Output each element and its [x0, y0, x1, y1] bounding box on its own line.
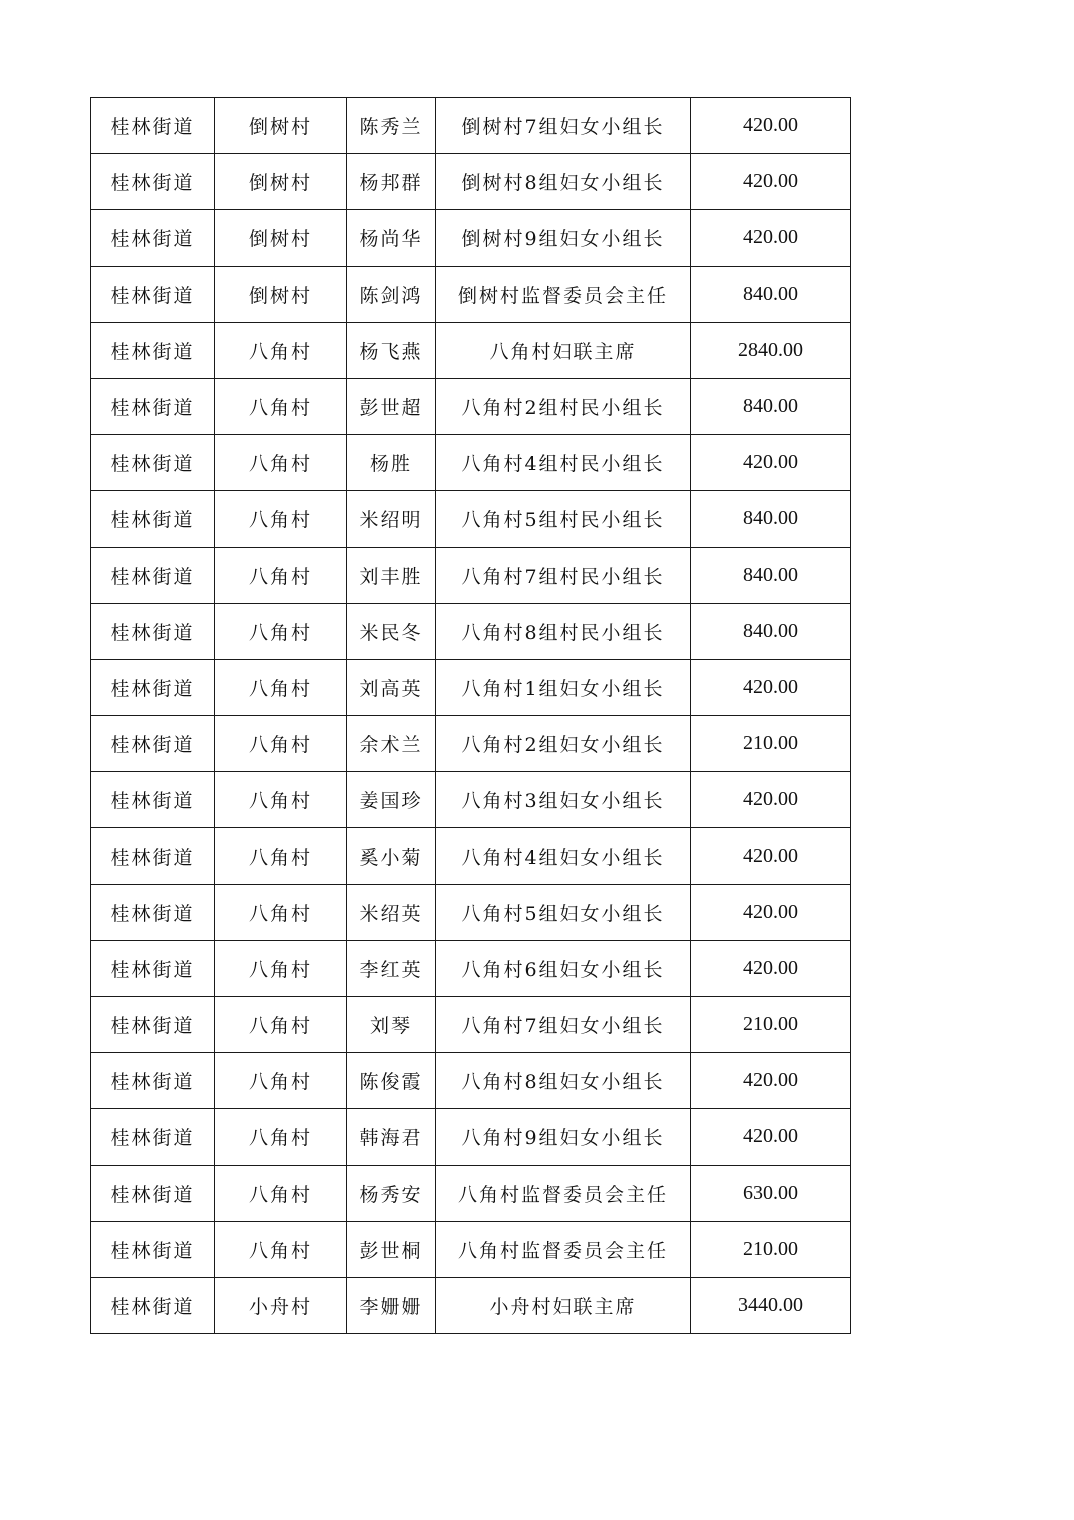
table-row — [91, 547, 851, 603]
village-cell: 八角村 — [215, 716, 347, 772]
position-cell: 八角村9组妇女小组长 — [436, 1109, 691, 1165]
amount-cell: 840.00 — [691, 603, 851, 659]
person-name-cell: 韩海君 — [347, 1109, 436, 1165]
person-name-cell: 米绍明 — [347, 491, 436, 547]
person-name-cell: 米民冬 — [347, 603, 436, 659]
street-cell: 桂林街道 — [91, 322, 215, 378]
village-cell: 八角村 — [215, 435, 347, 491]
amount-cell: 840.00 — [691, 266, 851, 322]
position-cell: 八角村5组妇女小组长 — [436, 884, 691, 940]
street-cell: 桂林街道 — [91, 603, 215, 659]
person-name-cell: 杨胜 — [347, 435, 436, 491]
amount-cell: 420.00 — [691, 1053, 851, 1109]
street-cell: 桂林街道 — [91, 98, 215, 154]
table-row — [91, 266, 851, 322]
village-cell: 八角村 — [215, 659, 347, 715]
position-cell: 八角村8组村民小组长 — [436, 603, 691, 659]
table-body — [91, 98, 851, 1334]
amount-cell: 210.00 — [691, 716, 851, 772]
street-cell: 桂林街道 — [91, 378, 215, 434]
amount-cell: 420.00 — [691, 940, 851, 996]
village-cell: 倒树村 — [215, 266, 347, 322]
street-cell: 桂林街道 — [91, 1277, 215, 1333]
table-row — [91, 154, 851, 210]
table-row — [91, 1221, 851, 1277]
amount-cell: 210.00 — [691, 1221, 851, 1277]
position-cell: 倒树村监督委员会主任 — [436, 266, 691, 322]
table-row — [91, 659, 851, 715]
table-row — [91, 940, 851, 996]
amount-cell: 3440.00 — [691, 1277, 851, 1333]
village-cell: 八角村 — [215, 603, 347, 659]
table-row — [91, 378, 851, 434]
street-cell: 桂林街道 — [91, 772, 215, 828]
village-cell: 八角村 — [215, 1221, 347, 1277]
amount-cell: 840.00 — [691, 378, 851, 434]
street-cell: 桂林街道 — [91, 154, 215, 210]
position-cell: 倒树村8组妇女小组长 — [436, 154, 691, 210]
street-cell: 桂林街道 — [91, 1053, 215, 1109]
village-cell: 八角村 — [215, 1109, 347, 1165]
village-cell: 八角村 — [215, 940, 347, 996]
amount-cell: 420.00 — [691, 154, 851, 210]
person-name-cell: 奚小菊 — [347, 828, 436, 884]
village-cell: 八角村 — [215, 491, 347, 547]
village-cell: 八角村 — [215, 378, 347, 434]
person-name-cell: 陈剑鸿 — [347, 266, 436, 322]
person-name-cell: 杨邦群 — [347, 154, 436, 210]
table-row — [91, 716, 851, 772]
person-name-cell: 刘高英 — [347, 659, 436, 715]
person-name-cell: 杨秀安 — [347, 1165, 436, 1221]
village-cell: 八角村 — [215, 547, 347, 603]
village-cell: 八角村 — [215, 828, 347, 884]
person-name-cell: 陈秀兰 — [347, 98, 436, 154]
position-cell: 八角村6组妇女小组长 — [436, 940, 691, 996]
position-cell: 八角村3组妇女小组长 — [436, 772, 691, 828]
position-cell: 八角村8组妇女小组长 — [436, 1053, 691, 1109]
position-cell: 八角村4组妇女小组长 — [436, 828, 691, 884]
street-cell: 桂林街道 — [91, 884, 215, 940]
person-name-cell: 彭世超 — [347, 378, 436, 434]
table-row — [91, 828, 851, 884]
village-cell: 八角村 — [215, 772, 347, 828]
person-name-cell: 刘丰胜 — [347, 547, 436, 603]
position-cell: 八角村2组妇女小组长 — [436, 716, 691, 772]
village-cell: 八角村 — [215, 1165, 347, 1221]
amount-cell: 2840.00 — [691, 322, 851, 378]
person-name-cell: 米绍英 — [347, 884, 436, 940]
village-cell: 倒树村 — [215, 210, 347, 266]
amount-cell: 420.00 — [691, 435, 851, 491]
street-cell: 桂林街道 — [91, 716, 215, 772]
position-cell: 倒树村9组妇女小组长 — [436, 210, 691, 266]
amount-cell: 420.00 — [691, 828, 851, 884]
position-cell: 八角村监督委员会主任 — [436, 1165, 691, 1221]
street-cell: 桂林街道 — [91, 659, 215, 715]
street-cell: 桂林街道 — [91, 940, 215, 996]
street-cell: 桂林街道 — [91, 997, 215, 1053]
position-cell: 八角村7组村民小组长 — [436, 547, 691, 603]
person-name-cell: 陈俊霞 — [347, 1053, 436, 1109]
village-cell: 八角村 — [215, 1053, 347, 1109]
position-cell: 小舟村妇联主席 — [436, 1277, 691, 1333]
person-name-cell: 杨飞燕 — [347, 322, 436, 378]
amount-cell: 420.00 — [691, 1109, 851, 1165]
table-row — [91, 1109, 851, 1165]
street-cell: 桂林街道 — [91, 266, 215, 322]
street-cell: 桂林街道 — [91, 547, 215, 603]
street-cell: 桂林街道 — [91, 435, 215, 491]
position-cell: 八角村4组村民小组长 — [436, 435, 691, 491]
position-cell: 八角村7组妇女小组长 — [436, 997, 691, 1053]
table-row — [91, 98, 851, 154]
position-cell: 八角村1组妇女小组长 — [436, 659, 691, 715]
person-name-cell: 姜国珍 — [347, 772, 436, 828]
table-row — [91, 772, 851, 828]
street-cell: 桂林街道 — [91, 828, 215, 884]
amount-cell: 840.00 — [691, 491, 851, 547]
village-cell: 小舟村 — [215, 1277, 347, 1333]
position-cell: 倒树村7组妇女小组长 — [436, 98, 691, 154]
person-name-cell: 杨尚华 — [347, 210, 436, 266]
table-row — [91, 603, 851, 659]
village-cell: 八角村 — [215, 322, 347, 378]
person-name-cell: 刘琴 — [347, 997, 436, 1053]
position-cell: 八角村妇联主席 — [436, 322, 691, 378]
amount-cell: 840.00 — [691, 547, 851, 603]
table-row — [91, 1053, 851, 1109]
amount-cell: 210.00 — [691, 997, 851, 1053]
person-name-cell: 余术兰 — [347, 716, 436, 772]
street-cell: 桂林街道 — [91, 1109, 215, 1165]
table-row — [91, 322, 851, 378]
street-cell: 桂林街道 — [91, 210, 215, 266]
person-name-cell: 彭世桐 — [347, 1221, 436, 1277]
position-cell: 八角村2组村民小组长 — [436, 378, 691, 434]
village-cell: 八角村 — [215, 997, 347, 1053]
amount-cell: 420.00 — [691, 98, 851, 154]
amount-cell: 420.00 — [691, 884, 851, 940]
table-row — [91, 1165, 851, 1221]
person-name-cell: 李红英 — [347, 940, 436, 996]
position-cell: 八角村5组村民小组长 — [436, 491, 691, 547]
street-cell: 桂林街道 — [91, 1165, 215, 1221]
street-cell: 桂林街道 — [91, 491, 215, 547]
table-row — [91, 1277, 851, 1333]
village-cell: 倒树村 — [215, 98, 347, 154]
street-cell: 桂林街道 — [91, 1221, 215, 1277]
table-row — [91, 884, 851, 940]
amount-cell: 420.00 — [691, 210, 851, 266]
position-cell: 八角村监督委员会主任 — [436, 1221, 691, 1277]
person-name-cell: 李姗姗 — [347, 1277, 436, 1333]
subsidy-table — [90, 97, 851, 1334]
village-cell: 倒树村 — [215, 154, 347, 210]
amount-cell: 420.00 — [691, 772, 851, 828]
table-row — [91, 210, 851, 266]
table-row — [91, 491, 851, 547]
amount-cell: 420.00 — [691, 659, 851, 715]
amount-cell: 630.00 — [691, 1165, 851, 1221]
village-cell: 八角村 — [215, 884, 347, 940]
table-row — [91, 435, 851, 491]
table-row — [91, 997, 851, 1053]
